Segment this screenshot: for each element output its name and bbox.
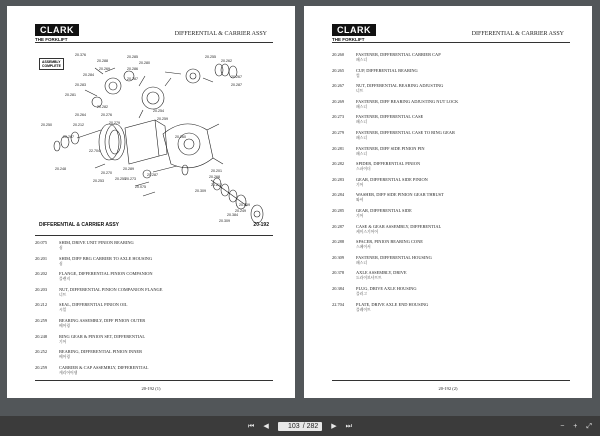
part-description-en: WASHER, DIFF SIDE PINION GEAR THRUST — [356, 192, 444, 198]
diagram-callout: 20.287 — [127, 77, 138, 81]
part-description-ko: 너트 — [356, 89, 364, 94]
part-number: 20.284 — [332, 192, 345, 198]
diagram-callout: 20.267 — [231, 75, 242, 79]
diagram-callout: 20.248 — [55, 167, 66, 171]
parts-list-item — [332, 146, 570, 157]
parts-list-item — [35, 287, 273, 298]
diagram-callout: 20.269 — [99, 67, 110, 71]
part-description-ko: 플러그 — [356, 291, 368, 296]
part-description-en: SHIM, DRIVE UNIT PINION BEARING — [59, 240, 134, 245]
part-number: 20.267 — [332, 83, 345, 89]
prev-page-icon[interactable]: ◀ — [263, 422, 269, 430]
page-number-field[interactable] — [278, 422, 323, 431]
diagram-callout: 20.255 — [115, 177, 126, 181]
part-description-en: GEAR, DIFFERENTIAL SIDE — [356, 207, 412, 213]
zoom-out-icon[interactable]: − — [560, 422, 565, 430]
diagram-callout: 20.287 — [147, 173, 158, 177]
page-total: / 282 — [302, 422, 319, 430]
diagram-callout: 20.262 — [221, 59, 232, 63]
part-description — [356, 130, 570, 141]
diagram-callout: 22.704 — [89, 149, 100, 153]
parts-list-item — [332, 161, 570, 172]
part-description-en: RING GEAR & PINION SET, DIFFERENTIAL — [59, 333, 146, 339]
parts-list-item — [332, 177, 570, 188]
figure-reference: 20-192 — [253, 222, 269, 228]
diagram-callout: 20.259 — [239, 203, 250, 207]
part-description-en: FASTENER, DIFFERENTIAL CARRIER CAP — [356, 52, 441, 57]
first-page-icon[interactable]: ⏮ — [248, 422, 255, 430]
parts-list-item — [35, 365, 273, 376]
part-description — [356, 161, 570, 172]
part-description-en: FASTENER, DIFF BEARING ADJUSTING NUT LOCK — [356, 98, 459, 104]
diagram-callout: 20.260 — [175, 135, 186, 139]
part-number: 20.201 — [35, 255, 48, 261]
part-description-en: BEARING, DIFFERENTIAL PINION INNER — [59, 349, 143, 355]
diagram-callout: 20.249 — [235, 209, 246, 213]
logo-tagline: THE FORKLIFT — [35, 37, 68, 42]
diagram-callout: 20.201 — [211, 169, 222, 173]
part-description-ko: 드라이브샤프트 — [356, 276, 382, 281]
parts-list-item — [332, 224, 570, 235]
parts-list-item — [332, 68, 570, 79]
part-description-en: FASTENER, DIFF SIDE PINION PIN — [356, 145, 425, 151]
diagram-callout: 20.286 — [127, 67, 138, 71]
part-description — [356, 146, 570, 157]
diagram-callout: 20.282 — [97, 105, 108, 109]
parts-list-item — [332, 286, 570, 297]
part-number: 20.212 — [35, 302, 48, 308]
part-description — [356, 177, 570, 188]
part-description-ko: 베어링 — [59, 355, 71, 360]
part-description-ko: 기어 — [59, 339, 67, 344]
diagram-callout: 20.075 — [135, 185, 146, 189]
pdf-viewer-toolbar — [0, 416, 600, 436]
parts-list — [35, 240, 273, 380]
part-description-en: GEAR, DIFFERENTIAL SIDE PINION — [356, 176, 428, 182]
diagram-callout: 20.309 — [195, 189, 206, 193]
logo-brand-name: CLARK — [332, 24, 376, 36]
parts-list-item — [35, 240, 273, 251]
diagram-callout: 20.270 — [101, 171, 112, 175]
logo-tagline: THE FORKLIFT — [332, 37, 365, 42]
diagram-callout: 20.280 — [139, 61, 150, 65]
part-description-ko: 패스너 — [356, 151, 368, 156]
part-description — [356, 68, 570, 79]
part-description-en: PLATE, DRIVE AXLE END HOUSING — [356, 301, 429, 307]
diagram-callout: 20.287 — [231, 83, 242, 87]
part-number: 20.285 — [332, 207, 345, 213]
parts-list-item — [35, 256, 273, 267]
diagram-callout: 20.276 — [101, 113, 112, 117]
part-number: 20.309 — [332, 254, 345, 260]
part-description-en: NUT, DIFFERENTIAL PINION COMPANION FLANGE — [59, 286, 163, 292]
part-description — [59, 271, 273, 282]
part-description-ko: 플레이트 — [356, 307, 371, 312]
parts-list-item — [332, 255, 570, 266]
part-description — [59, 365, 273, 376]
part-number: 20.260 — [332, 52, 345, 57]
part-description-en: CARRIER & CAP ASSEMBLY, DIFFERENTIAL — [59, 364, 149, 370]
diagram-drawing — [35, 46, 275, 234]
part-description — [59, 256, 273, 267]
part-description — [59, 349, 273, 360]
part-description — [356, 208, 570, 219]
diagram-callout: 20.255 — [205, 55, 216, 59]
part-description-en: BEARING ASSEMBLY, DIFF PINION OUTER — [59, 317, 146, 323]
page-header-title: DIFFERENTIAL & CARRIER ASSY — [471, 31, 564, 37]
part-number: 20.287 — [332, 223, 345, 229]
parts-list-item — [332, 302, 570, 313]
diagram-callout: 20.288 — [97, 59, 108, 63]
part-description-ko: 기어 — [356, 213, 364, 218]
header-divider — [35, 42, 273, 43]
clark-logo — [332, 24, 376, 42]
part-number: 20.248 — [35, 333, 48, 339]
diagram-callout: 20.283 — [75, 83, 86, 87]
part-description — [59, 287, 273, 298]
part-description-en: FASTENER, DIFFERENTIAL HOUSING — [356, 254, 432, 260]
parts-list-item — [332, 83, 570, 94]
part-description-en: SPIDER, DIFFERENTIAL PINION — [356, 161, 421, 167]
part-description — [356, 286, 570, 297]
part-description — [356, 270, 570, 281]
fit-page-icon[interactable]: ⤢ — [586, 422, 592, 430]
part-number: 20.259 — [35, 364, 48, 370]
part-description-ko: 패스너 — [356, 104, 368, 109]
assembly-complete-label: ASSEMBLY COMPLETE — [39, 58, 64, 70]
parts-list-item — [35, 318, 273, 329]
part-description — [356, 83, 570, 94]
part-description — [356, 52, 570, 63]
part-number: 20.203 — [35, 286, 48, 292]
diagram-callout: 20.253 — [93, 179, 104, 183]
part-description-ko: 패스너 — [356, 135, 368, 140]
part-description-en: CUP, DIFFERENTIAL BEARING — [356, 67, 418, 73]
parts-list-item — [332, 99, 570, 110]
part-description-en: SHIM, DIFF BRG CARRIER TO AXLE HOUSING — [59, 255, 153, 261]
part-description-ko: 컵 — [356, 73, 360, 78]
parts-list — [332, 52, 570, 317]
footer-divider — [332, 380, 570, 381]
part-description-ko: 패스너 — [356, 260, 368, 265]
parts-list-item — [332, 239, 570, 250]
part-number: 20.252 — [35, 349, 48, 355]
part-number: 20.202 — [35, 271, 48, 277]
part-description — [356, 99, 570, 110]
diagram-callout: 20.289 — [123, 167, 134, 171]
part-description-ko: 스파이더 — [356, 167, 371, 172]
diagram-callout: 20.376 — [75, 53, 86, 57]
part-description — [356, 192, 570, 203]
part-description — [356, 239, 570, 250]
diagram-callout: 20.284 — [83, 73, 94, 77]
part-number: 20.282 — [332, 161, 345, 167]
page-footer-ref: 20-192 (2) — [438, 386, 458, 391]
part-description — [356, 302, 570, 313]
part-number: 20.288 — [332, 239, 345, 245]
parts-list-item — [332, 130, 570, 141]
exploded-parts-diagram — [35, 46, 275, 234]
diagram-callout: 20.273 — [125, 177, 136, 181]
part-description-ko: 스페이서 — [356, 245, 371, 250]
part-number: 20.378 — [332, 270, 345, 276]
parts-list-item — [332, 52, 570, 63]
parts-list-item — [332, 192, 570, 203]
part-description-ko: 캐리어어셈 — [59, 370, 78, 375]
part-number: 20.269 — [332, 98, 345, 104]
diagram-callout: 20.259 — [157, 117, 168, 121]
diagram-callout: 20.212 — [73, 123, 84, 127]
part-description-en: PLUG, DRIVE AXLE HOUSING — [356, 285, 417, 291]
diagram-callout: 20.281 — [65, 93, 76, 97]
last-page-icon[interactable]: ⏭ — [345, 422, 352, 430]
diagram-divider — [35, 235, 273, 236]
part-description-en: FASTENER, DIFFERENTIAL CASE — [356, 114, 424, 120]
clark-logo — [35, 24, 79, 42]
part-description-en: FLANGE, DIFFERENTIAL PINION COMPANION — [59, 271, 153, 277]
part-number: 22.704 — [332, 301, 345, 307]
part-description-en: AXLE ASSEMBLY, DRIVE — [356, 270, 407, 276]
page-number-input[interactable] — [282, 423, 300, 430]
footer-divider — [35, 380, 273, 381]
part-description — [59, 334, 273, 345]
part-number: 20.075 — [35, 240, 48, 245]
part-description-en: CASE & GEAR ASSEMBLY, DIFFERENTIAL — [356, 223, 442, 229]
diagram-callout: 20.264 — [75, 113, 86, 117]
part-description-en: SEAL, DIFFERENTIAL PINION OIL — [59, 302, 128, 308]
parts-list-item — [35, 349, 273, 360]
part-number: 20.265 — [332, 67, 345, 73]
part-description-en: NUT, DIFFERENTIAL BEARING ADJUSTING — [356, 83, 444, 89]
parts-list-item — [332, 114, 570, 125]
part-description — [356, 255, 570, 266]
part-number: 20.279 — [332, 129, 345, 135]
part-description-ko: 베어링 — [59, 323, 71, 328]
document-page-right — [304, 6, 592, 398]
part-description-ko: 패스너 — [356, 120, 368, 125]
diagram-callout: 20.285 — [127, 55, 138, 59]
part-description — [59, 318, 273, 329]
page-footer-ref: 20-192 (1) — [141, 386, 161, 391]
parts-list-item — [35, 271, 273, 282]
part-number: 20.281 — [332, 145, 345, 151]
part-description — [59, 240, 273, 251]
diagram-callout: 20.279 — [109, 121, 120, 125]
part-description-en: FASTENER, DIFFERENTIAL CASE TO RING GEAR — [356, 129, 455, 135]
document-page-left — [7, 6, 295, 398]
part-number: 20.283 — [332, 176, 345, 182]
diagram-callout: 20.384 — [227, 213, 238, 217]
parts-list-item — [332, 270, 570, 281]
part-description — [59, 302, 273, 313]
part-number: 20.384 — [332, 285, 345, 291]
part-description-ko: 심 — [59, 246, 63, 250]
diagram-caption: DIFFERENTIAL & CARRIER ASSY — [39, 222, 120, 228]
diagram-callout: 20.254 — [153, 109, 164, 113]
part-description-en: SPACER, PINION BEARING CONE — [356, 239, 423, 245]
part-description-ko: 패스너 — [356, 58, 368, 62]
part-description-ko: 너트 — [59, 292, 67, 297]
parts-list-item — [35, 302, 273, 313]
part-description — [356, 114, 570, 125]
header-divider — [332, 42, 570, 43]
diagram-callout: 20.250 — [41, 123, 52, 127]
diagram-callout: 20.309 — [219, 219, 230, 223]
next-page-icon[interactable]: ▶ — [331, 422, 337, 430]
page-header-title: DIFFERENTIAL & CARRIER ASSY — [174, 31, 267, 37]
zoom-in-icon[interactable]: + — [573, 422, 578, 430]
part-description-ko: 케이스기어어 — [356, 229, 379, 234]
part-description-ko: 기어 — [356, 182, 364, 187]
part-description-ko: 플랜지 — [59, 277, 71, 282]
parts-list-item — [332, 208, 570, 219]
diagram-callout: 20.267 — [63, 135, 74, 139]
parts-list-item — [35, 334, 273, 345]
part-description-ko: 심 — [59, 261, 63, 266]
logo-brand-name: CLARK — [35, 24, 79, 36]
diagram-callout: 20.212 — [211, 183, 222, 187]
part-description — [356, 224, 570, 235]
part-number: 20.273 — [332, 114, 345, 120]
part-description-ko: 와셔 — [356, 198, 364, 203]
part-number: 20.259 — [35, 317, 48, 323]
part-description-ko: 시일 — [59, 308, 67, 313]
diagram-callout: 20.268 — [209, 175, 220, 179]
